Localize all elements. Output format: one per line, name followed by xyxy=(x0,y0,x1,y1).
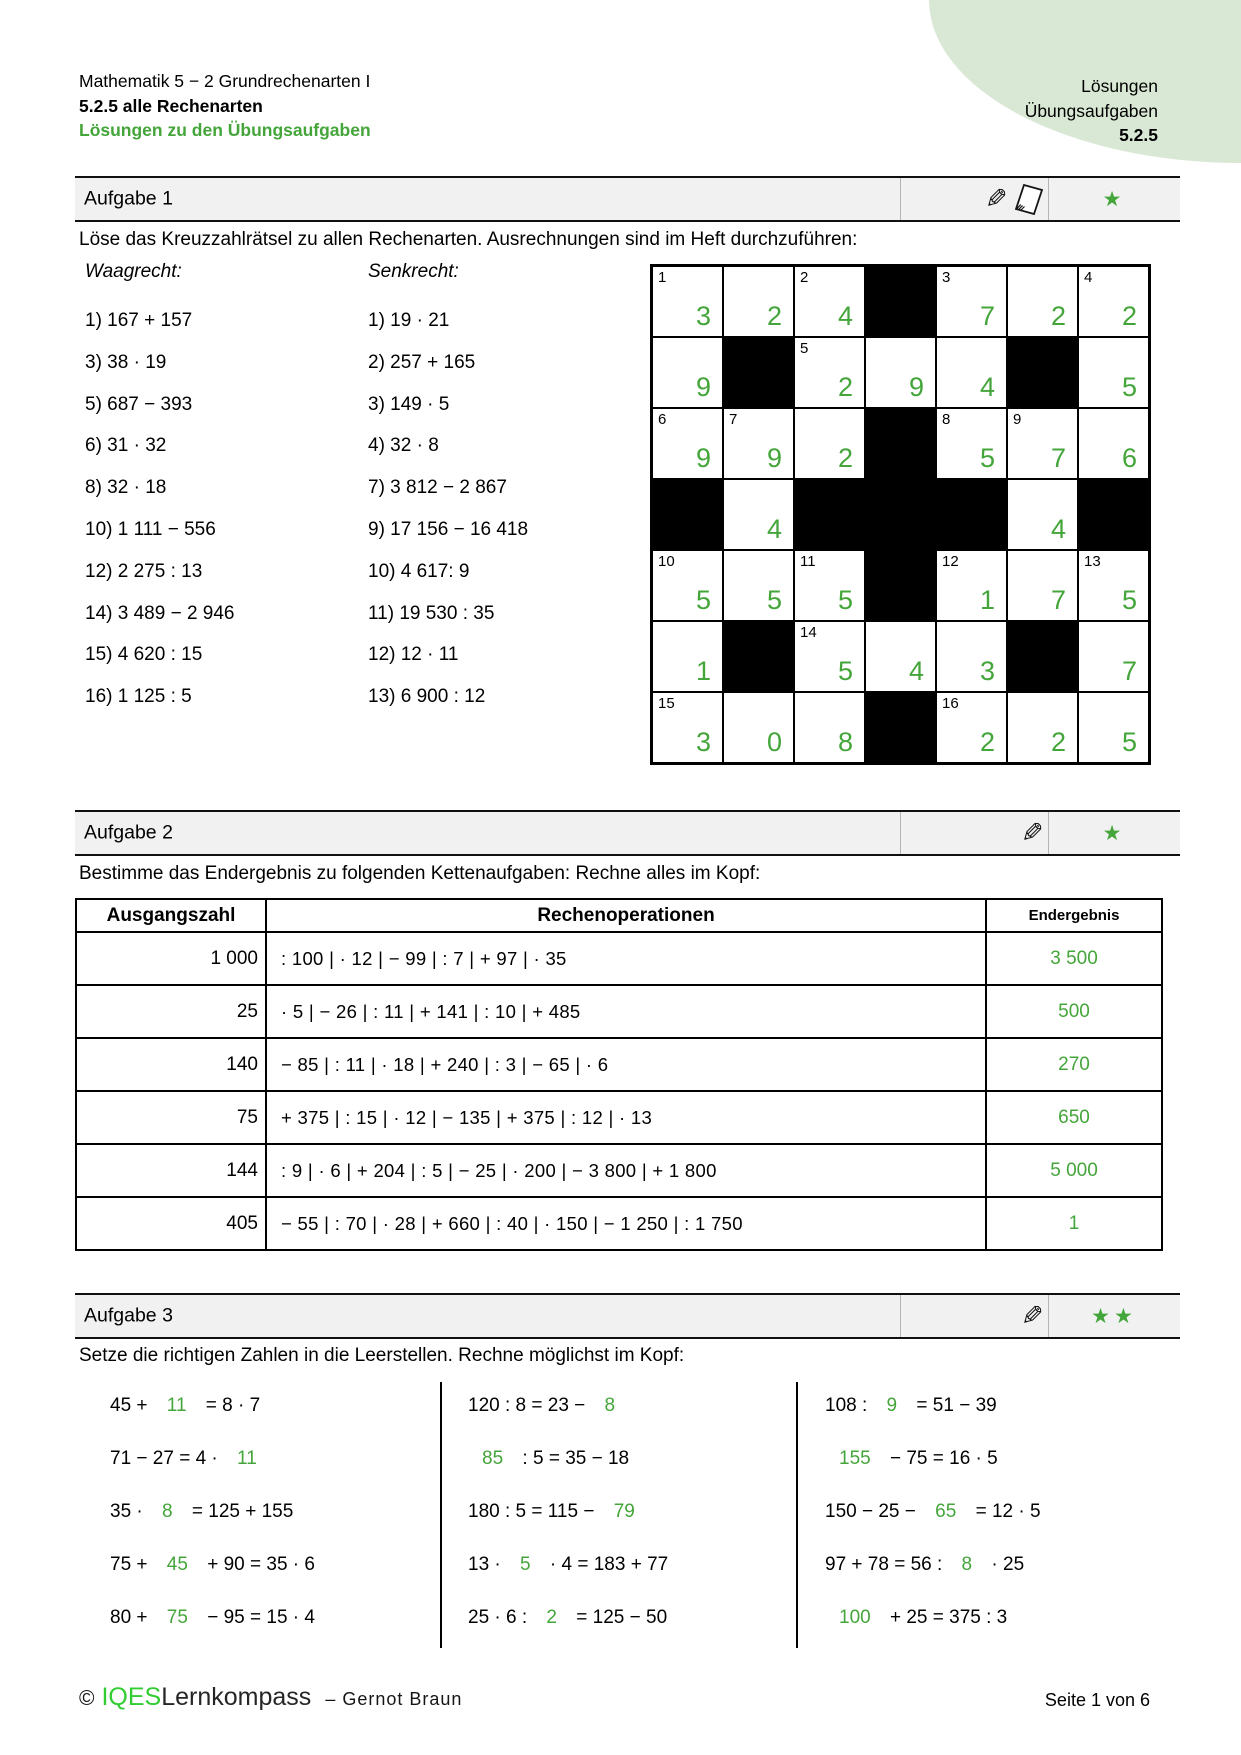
equation xyxy=(110,1538,315,1591)
corner-line3: 5.2.5 xyxy=(1119,125,1158,145)
task3-intro: Setze die richtigen Zahlen in die Leerstellen. Rechne möglichst im Kopf: xyxy=(79,1345,685,1366)
answer-digit: 2 xyxy=(837,443,853,473)
crossword-cell xyxy=(1007,266,1078,337)
crossword-cell xyxy=(936,266,1007,337)
crossword-cell xyxy=(794,266,865,337)
corner-line2: Übungsaufgaben xyxy=(1024,100,1158,121)
equation-text: 97 + 78 = 56 : xyxy=(825,1554,948,1575)
equation-text: = 125 + 155 xyxy=(186,1501,294,1522)
filled-answer: 11 xyxy=(166,1395,187,1416)
crossword-black-cell xyxy=(865,266,936,337)
crossword-cell xyxy=(1078,621,1149,692)
crossword-black-cell xyxy=(865,550,936,621)
result-value: 3 500 xyxy=(986,932,1162,985)
equation xyxy=(468,1485,668,1538)
crossword-cell xyxy=(1007,408,1078,479)
equation xyxy=(468,1591,668,1644)
table-header-row xyxy=(76,899,1162,932)
crossword-cell xyxy=(794,692,865,763)
equation-text: = 12 · 5 xyxy=(970,1501,1041,1522)
difficulty-stars: ★ xyxy=(1102,821,1126,845)
filled-answer: 85 xyxy=(482,1448,504,1469)
crossword-black-cell xyxy=(1078,479,1149,550)
crossword-cell xyxy=(723,266,794,337)
clue-number: 6 xyxy=(658,411,667,428)
answer-digit: 0 xyxy=(766,727,782,757)
across-clue: 8) 32 · 18 xyxy=(85,477,167,499)
crossword-cell xyxy=(1078,692,1149,763)
col-header-ops: Rechenoperationen xyxy=(266,899,986,932)
answer-digit: 7 xyxy=(1121,656,1137,686)
column-divider xyxy=(796,1382,798,1648)
start-value: 1 000 xyxy=(76,932,266,985)
equation-text: − 95 = 15 · 4 xyxy=(201,1607,315,1628)
answer-digit: 2 xyxy=(1050,727,1066,757)
crossword-cell xyxy=(794,550,865,621)
crossword-cell xyxy=(723,550,794,621)
crossword-cell xyxy=(936,550,1007,621)
down-clue: 7) 3 812 − 2 867 xyxy=(368,477,507,499)
bar-divider xyxy=(900,178,901,220)
equation-text: 180 : 5 = 115 − xyxy=(468,1501,600,1522)
difficulty-stars: ★ xyxy=(1102,187,1126,211)
equation-column-1 xyxy=(110,1379,315,1644)
answer-digit: 5 xyxy=(837,585,853,615)
operations-value: : 100 | · 12 | − 99 | : 7 | + 97 | · 35 xyxy=(266,932,986,985)
filled-answer: 8 xyxy=(162,1501,173,1522)
table-row xyxy=(76,1197,1162,1250)
equation-text: = 125 − 50 xyxy=(571,1607,668,1628)
equation-text: 150 − 25 − xyxy=(825,1501,922,1522)
equation xyxy=(468,1379,668,1432)
answer-digit: 2 xyxy=(837,372,853,402)
answer-digit: 1 xyxy=(695,656,711,686)
crossword-cell xyxy=(652,621,723,692)
answer-digit: 4 xyxy=(908,656,924,686)
equation-text: = 8 · 7 xyxy=(200,1395,261,1416)
answer-digit: 1 xyxy=(979,585,995,615)
answer-digit: 2 xyxy=(1121,301,1137,331)
answer-digit: 3 xyxy=(695,301,711,331)
table-row xyxy=(76,985,1162,1038)
clue-number: 13 xyxy=(1084,553,1101,570)
down-clue: 12) 12 · 11 xyxy=(368,644,459,666)
equation xyxy=(110,1432,315,1485)
answer-digit: 2 xyxy=(1050,301,1066,331)
crossword-cell xyxy=(1007,692,1078,763)
filled-answer: 155 xyxy=(839,1448,871,1469)
doc-title-line1: Mathematik 5 − 2 Grundrechenarten I xyxy=(79,71,371,91)
clue-number: 9 xyxy=(1013,411,1022,428)
equation-text: = 51 − 39 xyxy=(911,1395,997,1416)
chain-task-table xyxy=(75,898,1163,1251)
filled-answer: 9 xyxy=(886,1395,898,1416)
equation-text: 25 · 6 : xyxy=(468,1607,533,1628)
across-clue: 16) 1 125 : 5 xyxy=(85,686,192,708)
equation-text: + 90 = 35 · 6 xyxy=(201,1554,315,1575)
down-clue: 13) 6 900 : 12 xyxy=(368,686,486,708)
crossword-grid xyxy=(650,264,1151,765)
equation-text: 35 · xyxy=(110,1501,149,1522)
equation xyxy=(825,1591,1041,1644)
filled-answer: 75 xyxy=(166,1607,188,1628)
corner-line1: Lösungen xyxy=(1081,76,1158,96)
filled-answer: 65 xyxy=(935,1501,957,1522)
answer-digit: 5 xyxy=(695,585,711,615)
equation-text: 71 − 27 = 4 · xyxy=(110,1448,224,1469)
table-row xyxy=(76,1038,1162,1091)
crossword-cell xyxy=(1078,550,1149,621)
filled-answer: 8 xyxy=(961,1554,973,1575)
crossword-black-cell xyxy=(652,479,723,550)
crossword-cell xyxy=(723,479,794,550)
pencil-icon: ✎ xyxy=(1021,1300,1044,1331)
crossword-black-cell xyxy=(865,479,936,550)
answer-digit: 5 xyxy=(1121,727,1137,757)
crossword-black-cell xyxy=(723,337,794,408)
equation-text: + 25 = 375 : 3 xyxy=(884,1607,1008,1628)
filled-answer: 8 xyxy=(604,1395,616,1416)
clue-number: 7 xyxy=(729,411,738,428)
equation xyxy=(110,1591,315,1644)
bar-divider xyxy=(900,1295,901,1337)
equation xyxy=(825,1379,1041,1432)
crossword-black-cell xyxy=(723,621,794,692)
operations-value: − 85 | : 11 | · 18 | + 240 | : 3 | − 65 | · 6 xyxy=(266,1038,986,1091)
filled-answer: 2 xyxy=(546,1607,557,1628)
table-row xyxy=(76,1144,1162,1197)
document-header xyxy=(79,69,371,143)
crossword-cell xyxy=(1078,337,1149,408)
equation-text: 108 : xyxy=(825,1395,873,1416)
answer-digit: 2 xyxy=(766,301,782,331)
operations-value: · 5 | − 26 | : 11 | + 141 | : 10 | + 485 xyxy=(266,985,986,1038)
filled-answer: 100 xyxy=(839,1607,871,1628)
equation xyxy=(825,1538,1041,1591)
across-clue: 14) 3 489 − 2 946 xyxy=(85,602,235,624)
task1-bar xyxy=(75,176,1180,222)
answer-digit: 6 xyxy=(1121,443,1137,473)
crossword-cell xyxy=(865,337,936,408)
down-clues xyxy=(368,300,528,718)
across-clue: 12) 2 275 : 13 xyxy=(85,560,203,582)
across-clues xyxy=(85,300,235,718)
down-clue: 3) 149 · 5 xyxy=(368,393,450,415)
equation-text: · 25 xyxy=(986,1554,1025,1575)
start-value: 144 xyxy=(76,1144,266,1197)
crossword-black-cell xyxy=(865,408,936,479)
clue-number: 14 xyxy=(800,624,817,641)
crossword-black-cell xyxy=(865,692,936,763)
answer-digit: 8 xyxy=(837,727,853,757)
equation-text: · 4 = 183 + 77 xyxy=(544,1554,669,1575)
equation xyxy=(110,1379,315,1432)
clue-number: 12 xyxy=(942,553,959,570)
crossword-cell xyxy=(936,692,1007,763)
crossword-cell xyxy=(1078,266,1149,337)
task3-icons xyxy=(960,1295,1044,1337)
table-row xyxy=(76,932,1162,985)
task3-bar xyxy=(75,1293,1180,1339)
answer-digit: 5 xyxy=(1121,372,1137,402)
answer-digit: 5 xyxy=(766,585,782,615)
doc-title-line3: Lösungen zu den Übungsaufgaben xyxy=(79,120,371,140)
result-value: 270 xyxy=(986,1038,1162,1091)
crossword-cell xyxy=(652,550,723,621)
copyright-icon: © xyxy=(79,1687,95,1710)
crossword-cell xyxy=(652,692,723,763)
crossword-cell xyxy=(723,408,794,479)
col-header-start: Ausgangszahl xyxy=(76,899,266,932)
filled-answer: 79 xyxy=(613,1501,635,1522)
task1-icons xyxy=(960,178,1044,220)
clue-number: 16 xyxy=(942,695,959,712)
result-value: 650 xyxy=(986,1091,1162,1144)
pencil-icon: ✎ xyxy=(1021,817,1044,848)
corner-label xyxy=(1025,74,1158,148)
equation-text: − 75 = 16 · 5 xyxy=(884,1448,998,1469)
start-value: 75 xyxy=(76,1091,266,1144)
equation xyxy=(110,1485,315,1538)
equation-text: 45 + xyxy=(110,1395,153,1416)
down-clue: 10) 4 617: 9 xyxy=(368,560,470,582)
start-value: 405 xyxy=(76,1197,266,1250)
crossword-black-cell xyxy=(794,479,865,550)
answer-digit: 5 xyxy=(837,656,853,686)
crossword-black-cell xyxy=(936,479,1007,550)
down-clue: 9) 17 156 − 16 418 xyxy=(368,518,529,540)
author-credit: – Gernot Braun xyxy=(325,1689,463,1709)
doc-title-line2: 5.2.5 alle Rechenarten xyxy=(79,95,263,116)
booklet-icon xyxy=(1014,183,1044,216)
clue-number: 2 xyxy=(800,269,809,286)
crossword-black-cell xyxy=(1007,621,1078,692)
down-clue: 11) 19 530 : 35 xyxy=(368,602,495,624)
across-clue: 5) 687 − 393 xyxy=(85,393,193,415)
across-clue: 1) 167 + 157 xyxy=(85,310,193,331)
crossword-cell xyxy=(1007,550,1078,621)
answer-digit: 2 xyxy=(979,727,995,757)
crossword-cell xyxy=(652,408,723,479)
column-divider xyxy=(440,1382,442,1648)
logo-lernkompass: Lernkompass xyxy=(161,1683,312,1711)
answer-digit: 9 xyxy=(766,443,782,473)
equation-text: 13 · xyxy=(468,1554,507,1575)
page-number: Seite 1 von 6 xyxy=(1044,1690,1150,1710)
across-clue: 3) 38 · 19 xyxy=(85,351,167,373)
equation-column-2 xyxy=(468,1379,668,1644)
across-heading: Waagrecht: xyxy=(85,261,182,282)
footer-logo xyxy=(79,1683,462,1712)
clue-number: 4 xyxy=(1084,269,1093,286)
equation xyxy=(825,1432,1041,1485)
clue-number: 8 xyxy=(942,411,951,428)
task2-intro: Bestimme das Endergebnis zu folgenden Kettenaufgaben: Rechne alles im Kopf: xyxy=(79,863,761,884)
equation-text: : 5 = 35 − 18 xyxy=(517,1448,630,1469)
down-clue: 4) 32 · 8 xyxy=(368,435,439,457)
filled-answer: 11 xyxy=(237,1448,257,1469)
answer-digit: 5 xyxy=(979,443,995,473)
equation-column-3 xyxy=(825,1379,1041,1644)
clue-number: 11 xyxy=(800,553,816,570)
logo-iqes: IQES xyxy=(101,1683,162,1711)
pencil-icon: ✎ xyxy=(985,183,1008,214)
answer-digit: 9 xyxy=(695,372,711,402)
result-value: 1 xyxy=(986,1197,1162,1250)
equation-text: 120 : 8 = 23 − xyxy=(468,1395,591,1416)
clue-number: 1 xyxy=(658,269,667,286)
crossword-cell xyxy=(1007,479,1078,550)
operations-value: + 375 | : 15 | · 12 | − 135 | + 375 | : 12 | · 13 xyxy=(266,1091,986,1144)
down-clue: 1) 19 · 21 xyxy=(368,310,450,331)
equation xyxy=(825,1485,1041,1538)
crossword-cell xyxy=(1078,408,1149,479)
clue-number: 5 xyxy=(800,340,809,357)
table-row xyxy=(76,1091,1162,1144)
col-header-result: Endergebnis xyxy=(986,899,1162,932)
bar-divider xyxy=(900,812,901,854)
answer-digit: 7 xyxy=(1050,585,1066,615)
across-clue: 6) 31 · 32 xyxy=(85,435,167,457)
filled-answer: 45 xyxy=(166,1554,188,1575)
clue-number: 3 xyxy=(942,269,951,286)
answer-digit: 7 xyxy=(1050,443,1066,473)
answer-digit: 4 xyxy=(1050,514,1066,544)
equation xyxy=(468,1432,668,1485)
crossword-cell xyxy=(794,621,865,692)
equation xyxy=(468,1538,668,1591)
start-value: 25 xyxy=(76,985,266,1038)
across-clue: 15) 4 620 : 15 xyxy=(85,644,203,666)
result-value: 500 xyxy=(986,985,1162,1038)
chain-table-body xyxy=(76,932,1162,1250)
task1-intro: Löse das Kreuzzahlrätsel zu allen Rechenarten. Ausrechnungen sind im Heft durchzuführen: xyxy=(79,229,858,250)
task2-bar xyxy=(75,810,1180,856)
clue-number: 10 xyxy=(658,553,675,570)
task3-title: Aufgabe 3 xyxy=(84,1304,173,1327)
answer-digit: 3 xyxy=(979,656,995,686)
down-heading: Senkrecht: xyxy=(368,261,459,282)
across-clue: 10) 1 111 − 556 xyxy=(85,518,216,540)
crossword-cell xyxy=(723,692,794,763)
crossword-cell xyxy=(794,408,865,479)
answer-digit: 4 xyxy=(979,372,995,402)
operations-value: − 55 | : 70 | · 28 | + 660 | : 40 | · 150 | − 1 250 | : 1 750 xyxy=(266,1197,986,1250)
crossword-cell xyxy=(865,621,936,692)
answer-digit: 3 xyxy=(695,727,711,757)
answer-digit: 4 xyxy=(837,301,853,331)
clue-number: 15 xyxy=(658,695,675,712)
crossword-cell xyxy=(794,337,865,408)
equation-text: 80 + xyxy=(110,1607,153,1628)
filled-answer: 5 xyxy=(520,1554,531,1575)
task2-title: Aufgabe 2 xyxy=(84,821,173,844)
crossword-cell xyxy=(652,337,723,408)
answer-digit: 9 xyxy=(695,443,711,473)
answer-digit: 7 xyxy=(979,301,995,331)
crossword-black-cell xyxy=(1007,337,1078,408)
crossword-cell xyxy=(936,337,1007,408)
equation-text: 75 + xyxy=(110,1554,153,1575)
answer-digit: 4 xyxy=(766,514,782,544)
difficulty-stars: ★★ xyxy=(1091,1304,1137,1328)
task1-title: Aufgabe 1 xyxy=(84,187,173,210)
task2-icons xyxy=(960,812,1044,854)
crossword-cell xyxy=(652,266,723,337)
operations-value: : 9 | · 6 | + 204 | : 5 | − 25 | · 200 | − 3 800 | + 1 800 xyxy=(266,1144,986,1197)
crossword-cell xyxy=(936,408,1007,479)
crossword-cell xyxy=(936,621,1007,692)
result-value: 5 000 xyxy=(986,1144,1162,1197)
answer-digit: 5 xyxy=(1121,585,1137,615)
answer-digit: 9 xyxy=(908,372,924,402)
start-value: 140 xyxy=(76,1038,266,1091)
down-clue: 2) 257 + 165 xyxy=(368,351,476,373)
